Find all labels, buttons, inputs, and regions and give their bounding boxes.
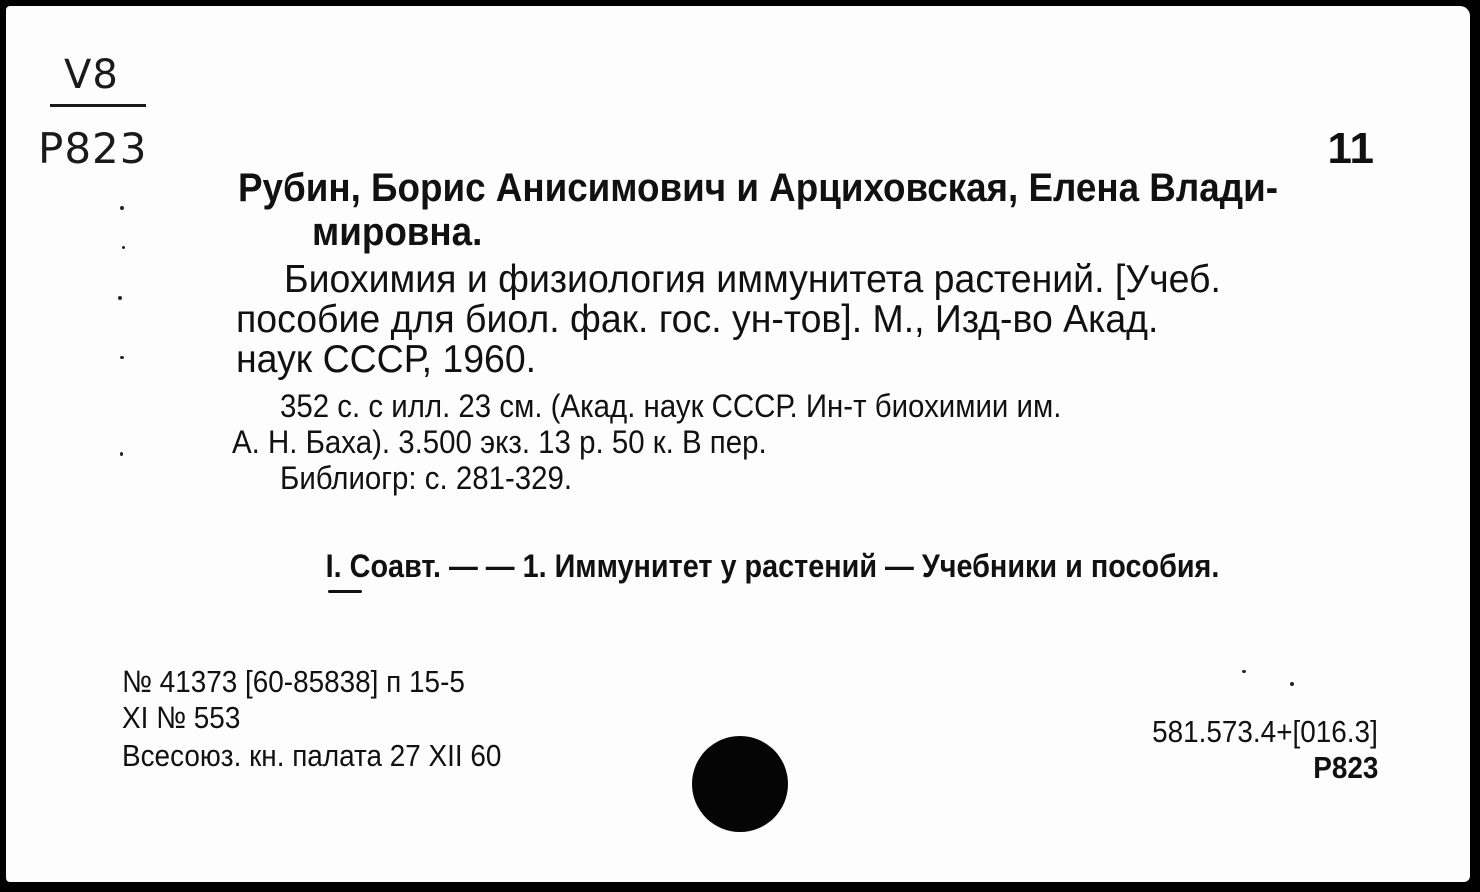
- speck-mark: [122, 246, 125, 249]
- catalog-card: [6, 6, 1470, 882]
- speck-mark: [120, 452, 123, 456]
- title-line-2: пособие для биол. фак. гос. ун-тов]. М., Изд-во Акад.: [236, 298, 1159, 341]
- subject-tracings: I. Соавт. — — 1. Иммунитет у растений — Учебники и пособия.: [325, 548, 1220, 584]
- author-line-2: мировна.: [312, 210, 483, 254]
- speck-mark: [1290, 682, 1294, 686]
- shelf-mark-top: V8: [64, 52, 119, 98]
- speck-mark: [118, 296, 122, 300]
- classification-number: 581.573.4+[016.3]: [1152, 714, 1378, 749]
- physical-description-line-2: А. Н. Баха). 3.500 экз. 13 р. 50 к. В пер.: [232, 424, 767, 460]
- shelf-mark-bottom: P823: [38, 124, 148, 173]
- bibliography-note: Библиогр: с. 281-329.: [280, 460, 573, 496]
- registry-volume-line: XI № 553: [122, 700, 241, 735]
- shelf-mark-rule: [50, 104, 146, 107]
- speck-mark: [120, 206, 124, 210]
- speck-mark: [1242, 670, 1246, 673]
- title-line-3: наук СССР, 1960.: [236, 338, 537, 381]
- punch-hole: [692, 736, 788, 832]
- handwritten-underline: [328, 590, 362, 593]
- registry-number-line: № 41373 [60-85838] п 15-5: [122, 664, 465, 699]
- card-number: 11: [1327, 124, 1374, 173]
- title-line-1: Биохимия и физиология иммунитета растений. [Учеб.: [284, 258, 1221, 301]
- chamber-date-line: Всесоюз. кн. палата 27 XII 60: [122, 738, 502, 773]
- author-line-1: Рубин, Борис Анисимович и Арциховская, Елена Влади-: [238, 166, 1278, 210]
- speck-mark: [120, 356, 124, 359]
- cutter-number: Р823: [1312, 750, 1378, 785]
- physical-description-line-1: 352 с. с илл. 23 см. (Акад. наук СССР. Ин-т биохимии им.: [280, 388, 1062, 424]
